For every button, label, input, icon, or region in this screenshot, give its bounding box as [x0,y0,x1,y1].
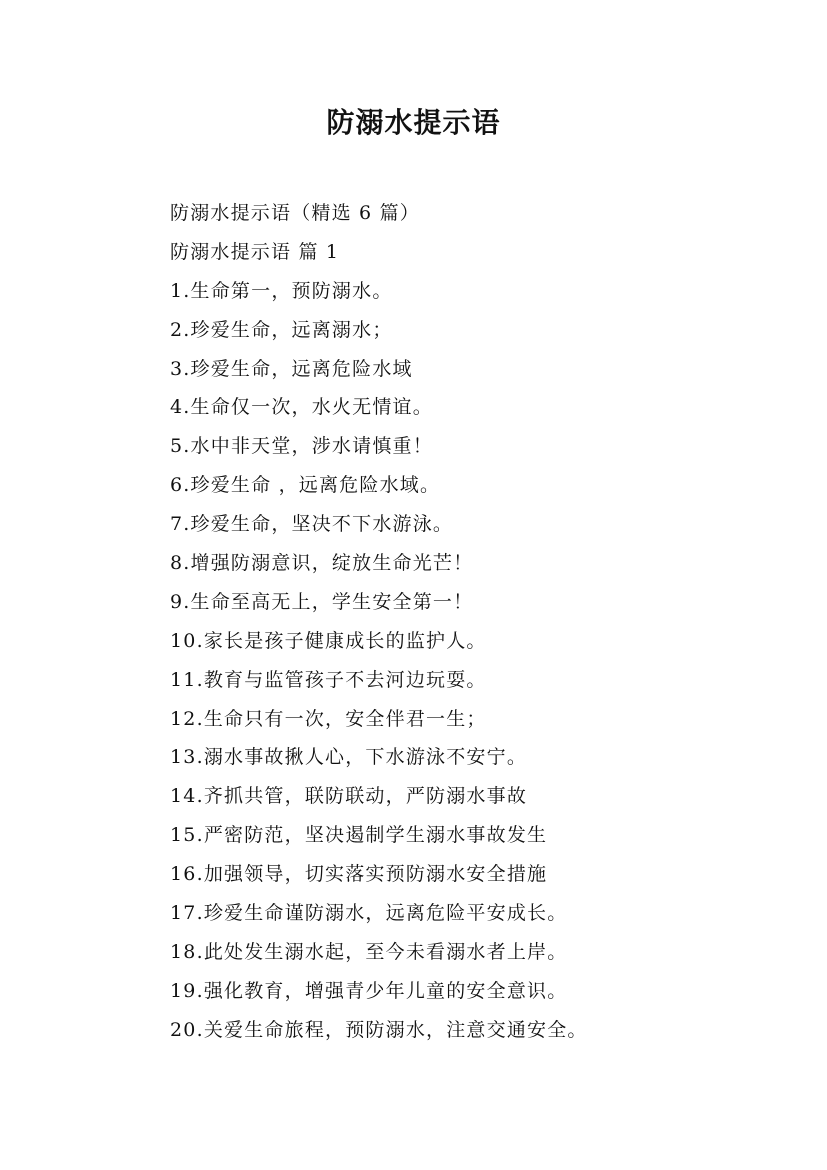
slogan-item: 5.水中非天堂，涉水请慎重！ [170,435,433,458]
section-heading: 防溺水提示语 篇 1 [170,240,340,263]
slogan-item: 3.珍爱生命，远离危险水域 [170,357,413,380]
slogan-item: 12.生命只有一次，安全伴君一生； [170,707,487,730]
slogan-list [170,272,790,1050]
slogan-item: 8.增强防溺意识，绽放生命光芒！ [170,552,474,575]
slogan-item: 13.溺水事故揪人心，下水游泳不安宁。 [170,746,528,769]
slogan-item: 9.生命至高无上，学生安全第一！ [170,590,474,613]
slogan-item: 20.关爱生命旅程，预防溺水，注意交通安全。 [170,1018,588,1041]
slogan-item: 19.强化教育，增强青少年儿童的安全意识。 [170,979,568,1002]
slogan-item: 14.齐抓共管，联防联动，严防溺水事故 [170,785,528,808]
slogan-item: 17.珍爱生命谨防溺水，远离危险平安成长。 [170,902,568,925]
document-title: 防溺水提示语 [326,106,501,139]
slogan-item: 4.生命仅一次，水火无情谊。 [170,396,433,419]
slogan-item: 11.教育与监管孩子不去河边玩耍。 [170,668,487,691]
slogan-item: 15.严密防范，坚决遏制学生溺水事故发生 [170,824,548,847]
slogan-item: 1.生命第一，预防溺水。 [170,279,393,302]
slogan-item: 7.珍爱生命，坚决不下水游泳。 [170,513,454,536]
document-body [170,194,790,1050]
slogan-item: 2.珍爱生命，远离溺水； [170,318,393,341]
document-subtitle: 防溺水提示语（精选 6 篇） [170,202,420,224]
slogan-item: 18.此处发生溺水起，至今未看溺水者上岸。 [170,940,568,963]
slogan-item: 6.珍爱生命 ，远离危险水域。 [170,474,441,497]
slogan-item: 10.家长是孩子健康成长的监护人。 [170,629,487,652]
slogan-item: 16.加强领导，切实落实预防溺水安全措施 [170,863,548,886]
